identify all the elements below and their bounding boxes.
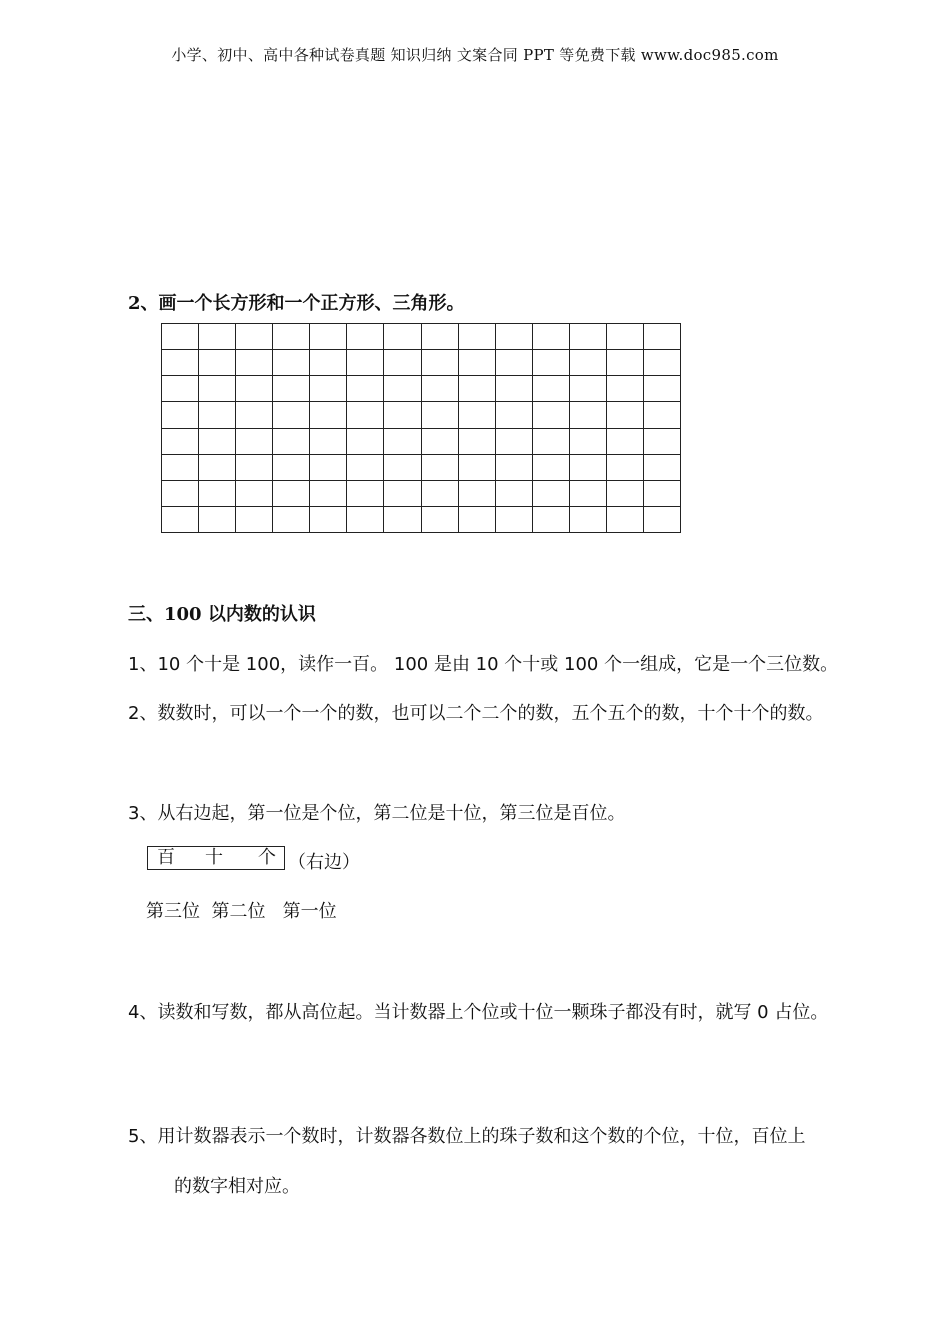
tens-label: 十 bbox=[205, 847, 223, 868]
item-3: 3、从右边起，第一位是个位，第二位是十位，第三位是百位。 bbox=[128, 803, 626, 824]
grid-cell bbox=[199, 481, 236, 507]
place-value-box bbox=[147, 846, 285, 870]
grid-cell bbox=[496, 455, 533, 481]
grid-cell bbox=[199, 402, 236, 428]
grid-cell bbox=[644, 429, 681, 455]
grid-cell bbox=[162, 481, 199, 507]
grid-cell bbox=[496, 429, 533, 455]
grid-cell bbox=[459, 402, 496, 428]
grid-cell bbox=[533, 324, 570, 350]
grid-cell bbox=[162, 350, 199, 376]
grid-cell bbox=[384, 507, 421, 533]
grid-cell bbox=[644, 455, 681, 481]
grid-cell bbox=[199, 507, 236, 533]
grid-cell bbox=[347, 402, 384, 428]
grid-cell bbox=[347, 350, 384, 376]
grid-cell bbox=[347, 481, 384, 507]
grid-cell bbox=[310, 481, 347, 507]
item-1: 1、10 个十是 100，读作一百。 100 是由 10 个十或 100 个一组成，它是一个三位数。 bbox=[128, 654, 839, 675]
grid-cell bbox=[273, 507, 310, 533]
grid-cell bbox=[384, 376, 421, 402]
grid-cell bbox=[199, 376, 236, 402]
grid-cell bbox=[199, 429, 236, 455]
grid-cell bbox=[570, 507, 607, 533]
grid-cell bbox=[422, 376, 459, 402]
section-3-title: 三、100 以内数的认识 bbox=[128, 604, 316, 625]
grid-cell bbox=[347, 455, 384, 481]
ones-label: 个 bbox=[258, 847, 276, 868]
grid-cell bbox=[607, 376, 644, 402]
grid-cell bbox=[496, 350, 533, 376]
grid-cell bbox=[347, 507, 384, 533]
grid-cell bbox=[273, 402, 310, 428]
grid-cell bbox=[459, 481, 496, 507]
grid-cell bbox=[496, 324, 533, 350]
grid-cell bbox=[422, 455, 459, 481]
grid-cell bbox=[459, 507, 496, 533]
grid-cell bbox=[273, 350, 310, 376]
grid-cell bbox=[496, 481, 533, 507]
grid-cell bbox=[496, 376, 533, 402]
grid-cell bbox=[644, 402, 681, 428]
grid-cell bbox=[162, 376, 199, 402]
grid-cell bbox=[533, 507, 570, 533]
grid-cell bbox=[236, 376, 273, 402]
grid-cell bbox=[570, 429, 607, 455]
grid-cell bbox=[347, 429, 384, 455]
grid-cell bbox=[310, 455, 347, 481]
item-5-line-2: 的数字相对应。 bbox=[174, 1176, 300, 1197]
grid-cell bbox=[310, 350, 347, 376]
grid-cell bbox=[236, 455, 273, 481]
grid-cell bbox=[644, 481, 681, 507]
grid-cell bbox=[570, 376, 607, 402]
hundreds-label: 百 bbox=[157, 847, 175, 868]
grid-cell bbox=[384, 455, 421, 481]
grid-cell bbox=[347, 376, 384, 402]
grid-cell bbox=[310, 402, 347, 428]
grid-cell bbox=[236, 481, 273, 507]
grid-cell bbox=[570, 350, 607, 376]
grid-cell bbox=[384, 324, 421, 350]
grid-cell bbox=[273, 376, 310, 402]
grid-cell bbox=[273, 455, 310, 481]
grid-cell bbox=[310, 376, 347, 402]
grid-cell bbox=[570, 455, 607, 481]
grid-cell bbox=[384, 429, 421, 455]
grid-cell bbox=[644, 376, 681, 402]
grid-cell bbox=[533, 455, 570, 481]
grid-cell bbox=[496, 402, 533, 428]
grid-cell bbox=[236, 324, 273, 350]
grid-cell bbox=[422, 402, 459, 428]
grid-cell bbox=[273, 481, 310, 507]
grid-cell bbox=[236, 429, 273, 455]
grid-cell bbox=[607, 350, 644, 376]
grid-cell bbox=[570, 402, 607, 428]
drawing-grid bbox=[161, 323, 681, 533]
grid-cell bbox=[459, 350, 496, 376]
item-2: 2、数数时，可以一个一个的数，也可以二个二个的数，五个五个的数，十个十个的数。 bbox=[128, 703, 824, 724]
grid-cell bbox=[644, 350, 681, 376]
grid-cell bbox=[570, 324, 607, 350]
grid-cell bbox=[236, 350, 273, 376]
grid-cell bbox=[236, 402, 273, 428]
grid-cell bbox=[162, 324, 199, 350]
grid-cell bbox=[422, 481, 459, 507]
grid-cell bbox=[273, 429, 310, 455]
grid-cell bbox=[607, 455, 644, 481]
grid-cell bbox=[533, 429, 570, 455]
grid-cell bbox=[533, 402, 570, 428]
grid-cell bbox=[384, 481, 421, 507]
grid-cell bbox=[199, 324, 236, 350]
grid-cell bbox=[347, 324, 384, 350]
grid-cell bbox=[533, 376, 570, 402]
grid-cell bbox=[570, 481, 607, 507]
grid-cell bbox=[607, 481, 644, 507]
grid-cell bbox=[162, 429, 199, 455]
grid-cell bbox=[310, 507, 347, 533]
grid-cell bbox=[384, 402, 421, 428]
grid-cell bbox=[533, 481, 570, 507]
grid-cell bbox=[162, 402, 199, 428]
grid-cell bbox=[644, 324, 681, 350]
page-header: 小学、初中、高中各种试卷真题 知识归纳 文案合同 PPT 等免费下载 www.doc985.com bbox=[171, 46, 779, 64]
grid-cell bbox=[384, 350, 421, 376]
grid-cell bbox=[236, 507, 273, 533]
right-side-note: （右边） bbox=[288, 852, 360, 873]
grid-cell bbox=[459, 429, 496, 455]
grid-cell bbox=[199, 350, 236, 376]
grid-cell bbox=[459, 324, 496, 350]
grid-cell bbox=[422, 507, 459, 533]
item-5-line-1: 5、用计数器表示一个数时，计数器各数位上的珠子数和这个数的个位，十位，百位上 bbox=[128, 1126, 806, 1147]
grid-cell bbox=[199, 455, 236, 481]
item-4: 4、读数和写数，都从高位起。当计数器上个位或十位一颗珠子都没有时，就写 0 占位。 bbox=[128, 1002, 829, 1023]
grid-cell bbox=[459, 455, 496, 481]
grid-cell bbox=[496, 507, 533, 533]
grid-cell bbox=[310, 324, 347, 350]
grid-cell bbox=[162, 455, 199, 481]
grid-cell bbox=[162, 507, 199, 533]
grid-cell bbox=[422, 350, 459, 376]
grid-cell bbox=[607, 324, 644, 350]
position-labels: 第三位 第二位 第一位 bbox=[146, 901, 337, 922]
grid-cell bbox=[607, 507, 644, 533]
grid-cell bbox=[607, 402, 644, 428]
grid-cell bbox=[422, 324, 459, 350]
grid-cell bbox=[644, 507, 681, 533]
grid-cell bbox=[607, 429, 644, 455]
grid-cell bbox=[273, 324, 310, 350]
section-2-title: 2、画一个长方形和一个正方形、三角形。 bbox=[128, 293, 465, 314]
grid-cell bbox=[459, 376, 496, 402]
grid-cell bbox=[533, 350, 570, 376]
grid-cell bbox=[310, 429, 347, 455]
grid-cell bbox=[422, 429, 459, 455]
